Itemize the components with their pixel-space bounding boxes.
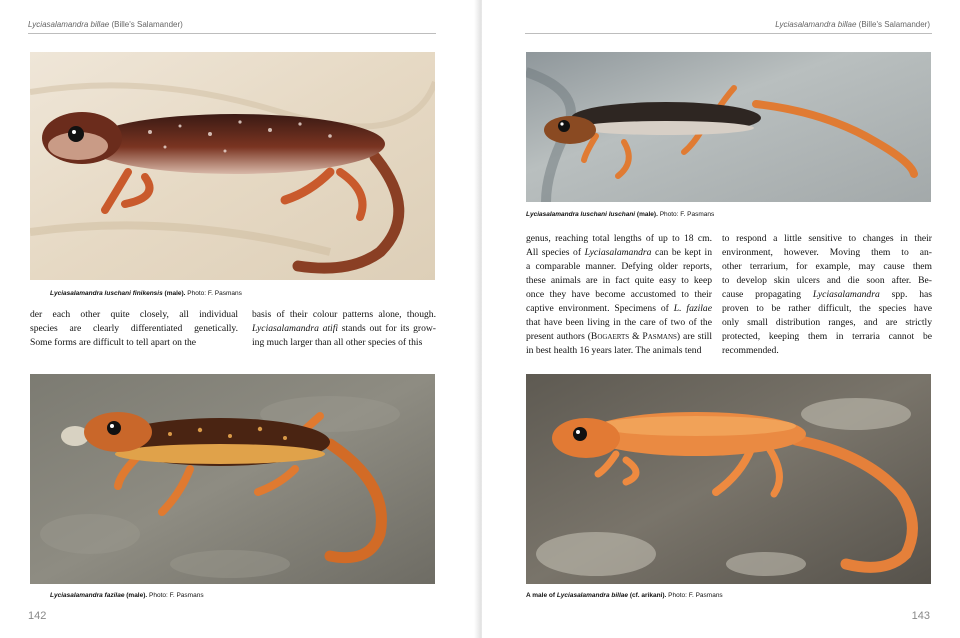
page-number: 143	[911, 610, 930, 622]
text-line: der each other quite closely, all individual	[30, 309, 238, 320]
photo-caption	[526, 592, 723, 599]
photo-caption	[50, 290, 242, 297]
page-number: 142	[28, 610, 47, 622]
running-head-species: Lyciasalamandra billae	[775, 20, 857, 29]
species-name: Lyciasalamandra	[812, 289, 880, 300]
text-line: to develop skin ulcers and die soon after. Be-	[722, 275, 932, 286]
species-name: Lyciasalamandra	[584, 247, 652, 258]
caption-species: Lyciasalamandra fazilae	[50, 592, 125, 599]
photo-caption	[526, 211, 714, 218]
caption-sex: (cf. arikani).	[629, 592, 667, 599]
salamander-photo	[30, 374, 435, 584]
photo-luschani-finikensis	[30, 52, 435, 280]
text-line: basis of their colour patterns alone, though.	[252, 309, 436, 320]
text-fragment: cause propagating	[722, 289, 813, 300]
text-line: only small distribution ranges, and are strictly	[722, 317, 932, 328]
running-head-species: Lyciasalamandra billae	[28, 20, 110, 29]
caption-species: Lyciasalamandra luschani finikensis	[50, 290, 163, 297]
text-line	[526, 302, 712, 316]
running-head-left	[28, 20, 183, 29]
caption-species: Lyciasalamandra billae	[556, 592, 629, 599]
text-line: a comparable manner. Defying older reports,	[526, 261, 712, 272]
text-line: once they have become accustomed to their	[526, 289, 712, 300]
text-column-1	[30, 308, 238, 350]
text-line: in best health 16 years later. The animals tend	[526, 345, 702, 356]
header-rule	[525, 33, 932, 34]
text-line	[526, 246, 712, 260]
salamander-photo	[30, 52, 435, 280]
text-fragment: spp. has	[879, 289, 932, 300]
species-name: Lyciasalamandra atifi	[252, 323, 339, 334]
text-line: Some forms are difficult to tell apart on the	[30, 337, 197, 348]
text-line: proven to be rather difficult, the species have	[722, 303, 932, 314]
text-line: to respond a little sensitive to changes in their	[722, 233, 932, 244]
header-rule	[28, 33, 436, 34]
text-line: these animals are in fact quite easy to keep	[526, 275, 712, 286]
text-column-2	[252, 308, 436, 350]
caption-lead: A male of	[526, 592, 556, 599]
text-fragment: ) are still	[676, 331, 712, 342]
caption-sex: (male).	[636, 211, 658, 218]
text-line: genus, reaching total lengths of up to 18 cm.	[526, 233, 712, 244]
text-fragment: can be kept in	[651, 247, 712, 258]
salamander-photo	[526, 52, 931, 202]
text-fragment: All species of	[526, 247, 585, 258]
photo-luschani-luschani	[526, 52, 931, 202]
text-line: that have been living in the care of two of the	[526, 317, 712, 328]
text-line: protected, keeping them in terraria cannot be	[722, 331, 932, 342]
text-line: ing much larger than all other species of this	[252, 337, 423, 348]
left-page	[0, 0, 478, 638]
photo-caption	[50, 592, 204, 599]
text-line	[526, 330, 712, 344]
caption-sex: (male).	[126, 592, 148, 599]
author-names: Bogaerts & Pasmans	[590, 331, 677, 342]
photo-billae	[526, 374, 931, 584]
running-head-right	[775, 20, 930, 29]
caption-credit: Photo: F. Pasmans	[149, 592, 204, 599]
running-head-common: (Bille's Salamander)	[858, 20, 930, 29]
text-column-2	[722, 232, 932, 358]
text-line	[722, 288, 932, 302]
right-page	[482, 0, 960, 638]
text-line: environment, however. Moving them to an-	[722, 247, 932, 258]
caption-credit: Photo: F. Pasmans	[187, 290, 242, 297]
caption-credit: Photo: F. Pasmans	[668, 592, 723, 599]
text-line: species are clearly differentiated genetically.	[30, 323, 238, 334]
text-fragment: present authors (	[526, 331, 591, 342]
text-line: recommended.	[722, 345, 779, 356]
text-line	[252, 322, 436, 336]
salamander-photo	[526, 374, 931, 584]
running-head-common: (Bille's Salamander)	[111, 20, 183, 29]
text-column-1	[526, 232, 712, 358]
photo-fazilae	[30, 374, 435, 584]
caption-credit: Photo: F. Pasmans	[659, 211, 715, 218]
species-name: L. fazilae	[673, 303, 712, 314]
caption-species: Lyciasalamandra luschani luschani	[526, 211, 636, 218]
caption-sex: (male).	[164, 290, 186, 297]
text-fragment: stands out for its grow-	[341, 323, 437, 334]
text-line: other terrarium, for example, may cause them	[722, 261, 932, 272]
text-fragment: captive environment. Specimens of	[526, 303, 674, 314]
